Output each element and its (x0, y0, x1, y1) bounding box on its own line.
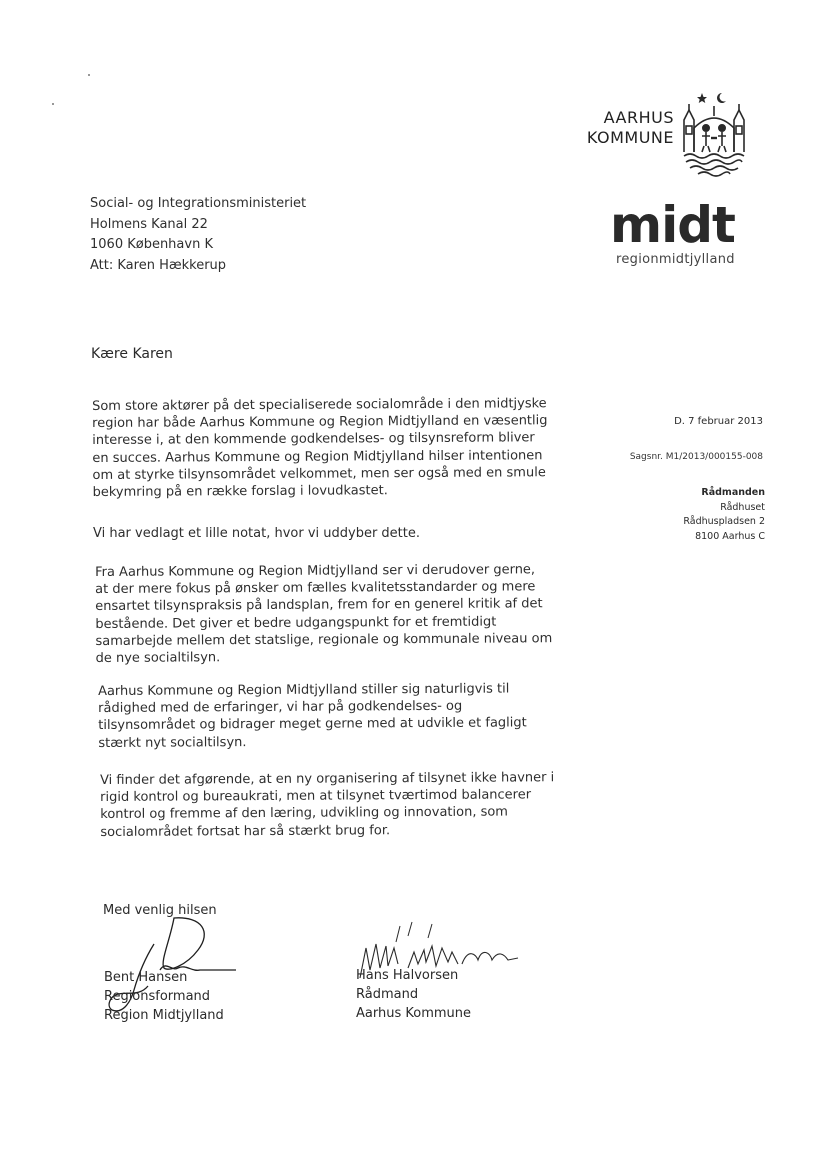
aarhus-seal-icon (678, 88, 750, 180)
aarhus-logo-line1: AARHUS (603, 108, 674, 127)
midt-logo-subtitle: regionmidtjylland (616, 252, 735, 267)
paragraph-line: Aarhus Kommune og Region Midtjylland stiller sig naturligvis til (98, 681, 510, 699)
letter-date: D. 7 februar 2013 (674, 416, 763, 427)
signatory-name: Bent Hansen (104, 970, 188, 985)
paragraph-5 (100, 769, 555, 841)
paragraph-line: om at styrke tilsynsområdet velkommet, men ser også med en smule (92, 465, 546, 483)
signatory-role: Rådmand (356, 987, 419, 1002)
midt-logo-wordmark: midt (610, 196, 735, 254)
signatory-left (104, 968, 224, 1025)
paragraph-4 (98, 680, 527, 751)
recipient-address (90, 194, 306, 276)
case-number: Sagsnr. M1/2013/000155-008 (629, 452, 763, 462)
paragraph-line: Som store aktører på det specialiserede socialområde i den midtjyske (92, 396, 547, 414)
sender-address (640, 486, 765, 544)
closing-salutation: Med venlig hilsen (103, 903, 217, 918)
paragraph-line: Vi finder det afgørende, at en ny organisering af tilsynet ikke havner i (100, 770, 555, 788)
paragraph-line: Vi har vedlagt et lille notat, hvor vi uddyber dette. (93, 526, 420, 541)
paragraph-line: ensartet tilsynspraksis på landsplan, frem for en generel kritik af det (95, 596, 543, 615)
paragraph-line: at der mere fokus på ønsker om fælles kvalitetsstandarder og mere (95, 579, 536, 598)
paragraph-line: tilsynsområdet og bidrager meget gerne med at udvikle et fagligt (98, 715, 527, 734)
paragraph-line: samarbejde mellem det statslige, regionale og kommunale niveau om (95, 631, 553, 649)
paragraph-line: kontrol og fremme af den læring, udvikling og innovation, som (100, 804, 509, 823)
paragraph-line: bestående. Det giver et bedre udgangspunkt for et fremtidigt (95, 614, 497, 632)
scan-speck (88, 74, 90, 76)
sender-city: 8100 Aarhus C (695, 530, 765, 542)
paragraph-line: de nye socialtilsyn. (95, 650, 221, 667)
recipient-line: Social- og Integrationsministeriet (90, 196, 307, 211)
greeting: Kære Karen (91, 346, 173, 362)
paragraph-line: en succes. Aarhus Kommune og Region Midtjylland hilser intentionen (92, 447, 543, 466)
paragraph-1 (92, 395, 548, 501)
paragraph-2 (93, 525, 420, 542)
signatory-right (356, 966, 471, 1023)
sender-street: Rådhuspladsen 2 (683, 516, 765, 527)
paragraph-3 (95, 561, 552, 667)
paragraph-line: rådighed med de erfaringer, vi har på godkendelses- og (98, 698, 463, 717)
paragraph-line: interesse i, at den kommende godkendelses- og tilsynsreform bliver (92, 430, 535, 449)
recipient-line: 1060 København K (90, 237, 213, 252)
signatory-org: Aarhus Kommune (356, 1006, 471, 1021)
recipient-line: Att: Karen Hækkerup (90, 257, 227, 273)
recipient-line: Holmens Kanal 22 (90, 216, 208, 232)
paragraph-line: region har både Aarhus Kommune og Region Midtjylland en væsentlig (92, 413, 548, 432)
aarhus-logo-line2: KOMMUNE (586, 128, 674, 147)
paragraph-line: stærkt nyt socialtilsyn. (98, 734, 247, 751)
sender-building: Rådhuset (720, 501, 765, 513)
scan-speck (52, 103, 54, 105)
paragraph-line: Fra Aarhus Kommune og Region Midtjylland ser vi derudover gerne, (95, 562, 536, 580)
paragraph-line: socialområdet fortsat har så stærkt brug for. (100, 822, 391, 840)
paragraph-line: bekymring på en række forslag i lovudkastet. (92, 483, 388, 501)
signatory-role: Regionsformand (104, 989, 211, 1004)
sender-title: Rådmanden (701, 487, 765, 498)
paragraph-line: rigid kontrol og bureaukrati, men at tilsynet tværtimod balancerer (100, 787, 532, 806)
aarhus-kommune-logo-text (568, 108, 674, 148)
signatory-org: Region Midtjylland (104, 1008, 224, 1023)
signatory-name: Hans Halvorsen (356, 968, 459, 983)
